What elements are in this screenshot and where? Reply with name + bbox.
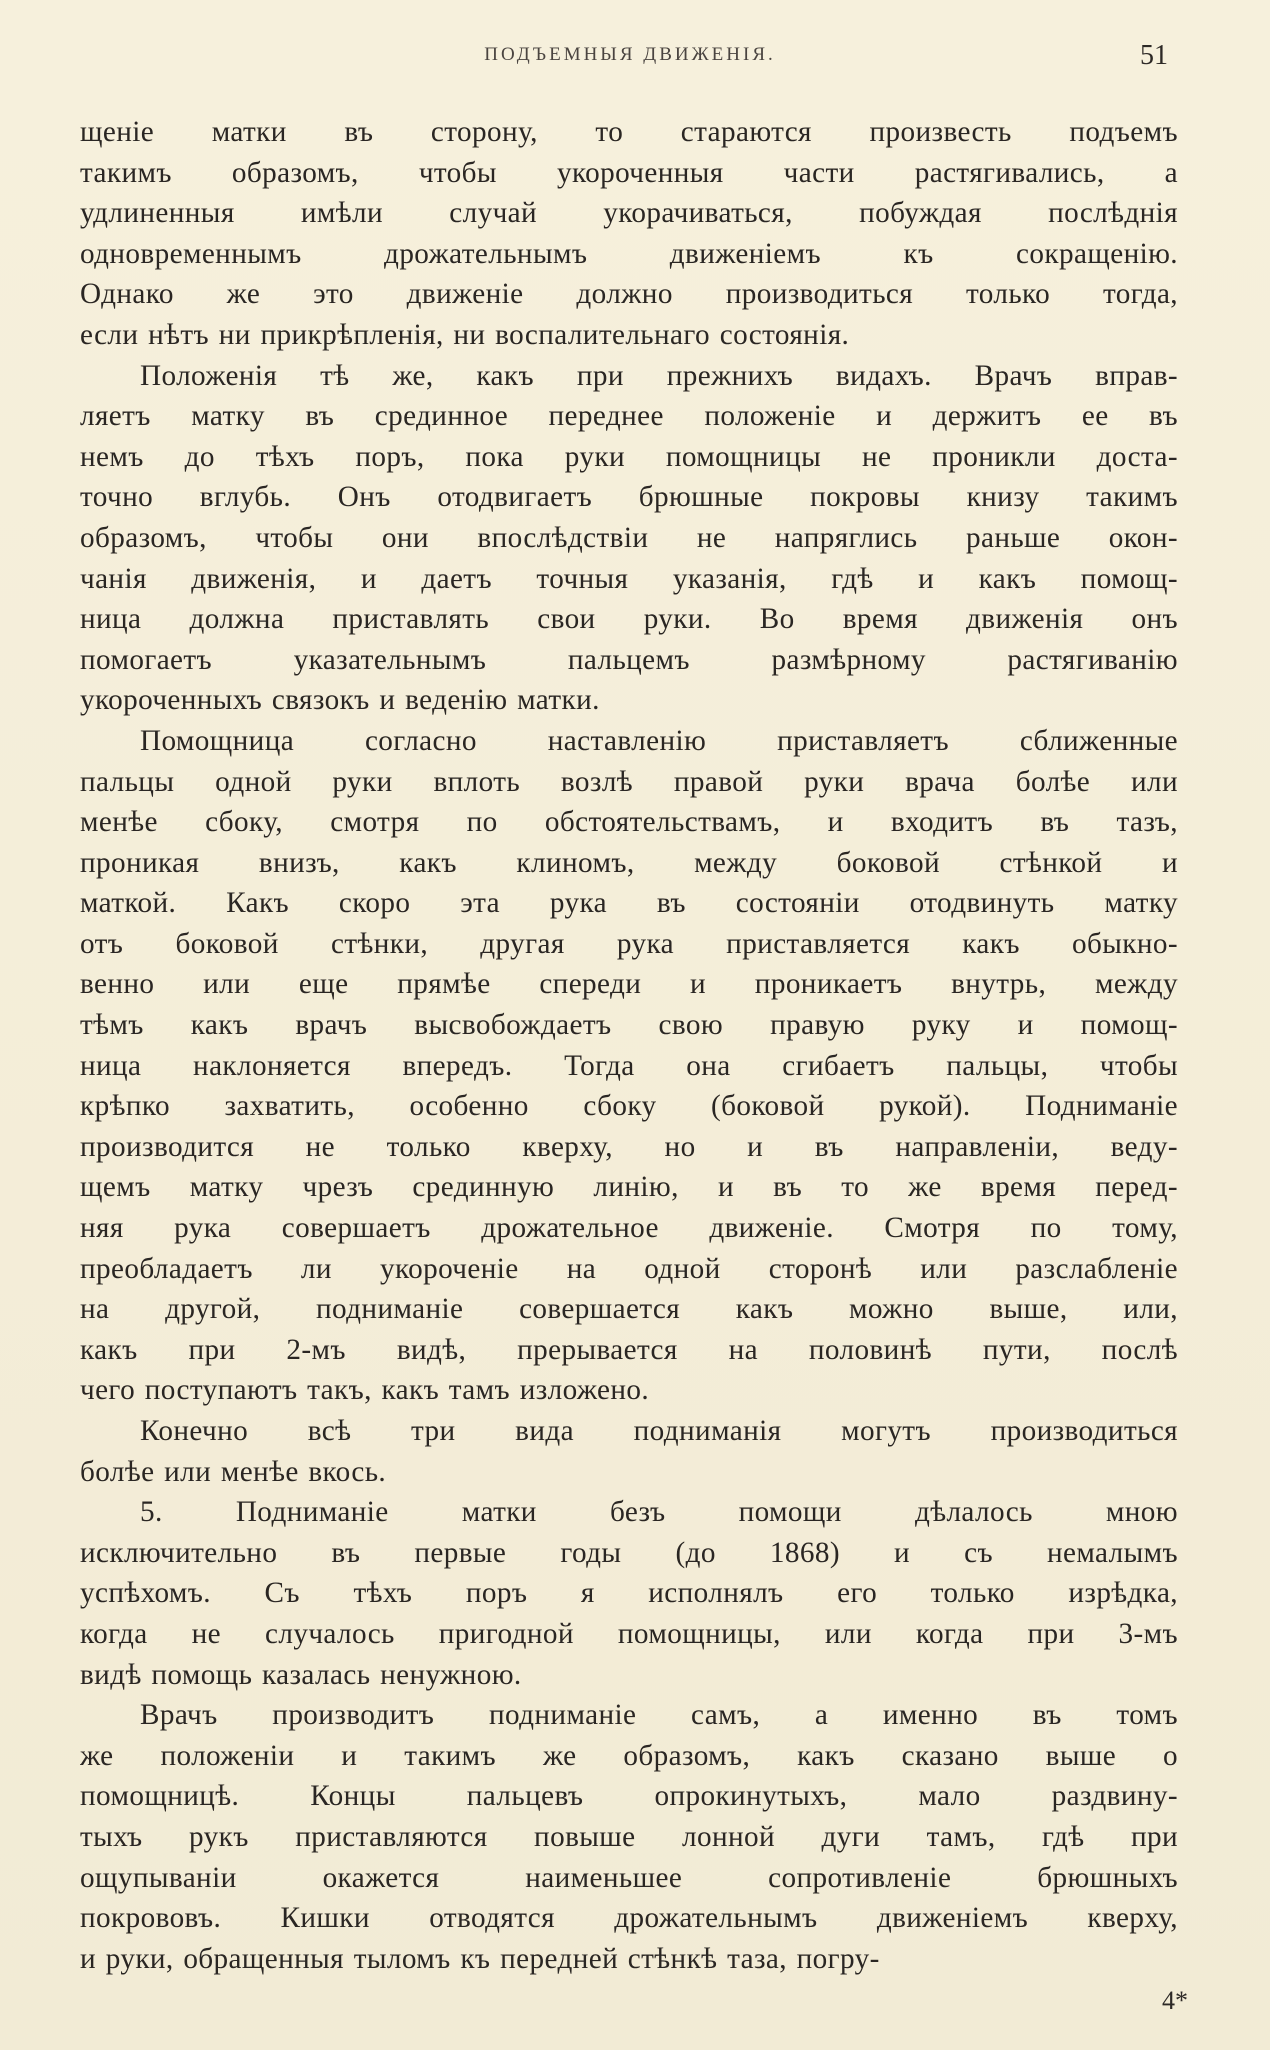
text-line: маткой. Какъ скоро эта рука въ состояніи отодвинуть матку bbox=[80, 887, 1178, 920]
text-line: одновременнымъ дрожательнымъ движеніемъ къ сокращенію. bbox=[80, 237, 1178, 270]
text-line: помогаетъ указательнымъ пальцемъ размѣрному растягиванію bbox=[80, 643, 1178, 676]
text-line: точно вглубь. Онъ отодвигаетъ брюшные покровы книзу такимъ bbox=[80, 481, 1178, 514]
paragraph bbox=[80, 1411, 1178, 1492]
text-line: укороченныхъ связокъ и веденію матки. bbox=[80, 684, 600, 717]
body-text bbox=[80, 112, 1178, 1979]
signature-mark: 4* bbox=[1162, 1986, 1188, 2015]
text-line: такимъ образомъ, чтобы укороченныя части растягивались, а bbox=[80, 156, 1178, 189]
text-line: пальцы одной руки вплоть возлѣ правой руки врача болѣе или bbox=[80, 765, 1178, 798]
text-line: какъ при 2-мъ видѣ, прерывается на половинѣ пути, послѣ bbox=[80, 1333, 1178, 1366]
text-line: когда не случалось пригодной помощницы, или когда при 3-мъ bbox=[80, 1617, 1178, 1650]
page-header bbox=[80, 40, 1180, 84]
text-line: удлиненныя имѣли случай укорачиваться, побуждая послѣднія bbox=[80, 197, 1178, 230]
text-line: Положенія тѣ же, какъ при прежнихъ видахъ. Врачъ вправ- bbox=[140, 359, 1178, 392]
text-line: тѣмъ какъ врачъ высвобождаетъ свою правую руку и помощ- bbox=[80, 1009, 1178, 1042]
text-line: чего поступаютъ такъ, какъ тамъ изложено. bbox=[80, 1374, 650, 1407]
text-line: ощупываніи окажется наименьшее сопротивленіе брюшныхъ bbox=[80, 1861, 1178, 1894]
text-line: образомъ, чтобы они впослѣдствіи не напряглись раньше окон- bbox=[80, 521, 1178, 554]
text-line: чанія движенія, и даетъ точныя указанія, гдѣ и какъ помощ- bbox=[80, 562, 1178, 595]
text-line: помощницѣ. Концы пальцевъ опрокинутыхъ, мало раздвину- bbox=[80, 1780, 1178, 1813]
text-line: тыхъ рукъ приставляются повыше лонной дуги тамъ, гдѣ при bbox=[80, 1820, 1178, 1853]
text-line: производится не только кверху, но и въ направленіи, веду- bbox=[80, 1130, 1178, 1163]
text-line: Конечно всѣ три вида подниманія могутъ производиться bbox=[140, 1415, 1178, 1447]
text-line: на другой, подниманіе совершается какъ можно выше, или, bbox=[80, 1293, 1178, 1326]
text-line: няя рука совершаетъ дрожательное движеніе. Смотря по тому, bbox=[80, 1212, 1178, 1245]
text-line: преобладаетъ ли укороченіе на одной сторонѣ или разслабленіе bbox=[80, 1252, 1178, 1285]
text-line: отъ боковой стѣнки, другая рука приставляется какъ обыкно- bbox=[80, 927, 1178, 960]
text-line: Однако же это движеніе должно производиться только тогда, bbox=[80, 278, 1178, 311]
text-line: если нѣтъ ни прикрѣпленія, ни воспалительнаго состоянія. bbox=[80, 318, 850, 351]
text-line: немъ до тѣхъ поръ, пока руки помощницы не проникли доста- bbox=[80, 440, 1178, 473]
paragraph bbox=[80, 356, 1178, 721]
text-line: 5. Подниманіе матки безъ помощи дѣлалось мною bbox=[140, 1496, 1178, 1529]
running-title: ПОДЪЕМНЫЯ ДВИЖЕНІЯ. bbox=[484, 44, 776, 65]
text-line: ница должна приставлять свои руки. Во время движенія онъ bbox=[80, 603, 1178, 636]
text-line: и руки, обращенныя тыломъ къ передней стѣнкѣ таза, погру- bbox=[80, 1942, 880, 1975]
text-line: же положеніи и такимъ же образомъ, какъ сказано выше о bbox=[80, 1739, 1178, 1772]
text-line: покрововъ. Кишки отводятся дрожательнымъ движеніемъ кверху, bbox=[80, 1902, 1178, 1935]
text-line: видѣ помощь казалась ненужною. bbox=[80, 1658, 522, 1691]
text-line: менѣе сбоку, смотря по обстоятельствамъ, и входитъ въ тазъ, bbox=[80, 806, 1178, 839]
text-line: проникая внизъ, какъ клиномъ, между боковой стѣнкой и bbox=[80, 846, 1178, 879]
text-line: венно или еще прямѣе спереди и проникаетъ внутрь, между bbox=[80, 968, 1178, 1001]
text-line: успѣхомъ. Съ тѣхъ поръ я исполнялъ его только изрѣдка, bbox=[80, 1577, 1178, 1610]
paragraph bbox=[80, 1695, 1178, 1979]
paragraph bbox=[80, 1492, 1178, 1695]
page-number: 51 bbox=[1140, 40, 1168, 71]
text-line: Врачъ производитъ подниманіе самъ, а именно въ томъ bbox=[140, 1699, 1178, 1732]
paragraph bbox=[80, 112, 1178, 356]
text-line: исключительно въ первые годы (до 1868) и съ немалымъ bbox=[80, 1536, 1178, 1569]
text-line: болѣе или менѣе вкось. bbox=[80, 1455, 387, 1488]
text-line: щемъ матку чрезъ срединную линію, и въ то же время перед- bbox=[80, 1171, 1178, 1204]
text-line: ляетъ матку въ срединное переднее положеніе и держитъ ее въ bbox=[80, 400, 1178, 433]
text-line: Помощница согласно наставленію приставляетъ сближенные bbox=[140, 724, 1178, 757]
paragraph bbox=[80, 721, 1178, 1411]
text-line: щеніе матки въ сторону, то стараются произвесть подъемъ bbox=[80, 116, 1178, 148]
text-line: крѣпко захватить, особенно сбоку (боковой рукой). Подниманіе bbox=[80, 1090, 1178, 1123]
text-line: ница наклоняется впередъ. Тогда она сгибаетъ пальцы, чтобы bbox=[80, 1049, 1178, 1082]
